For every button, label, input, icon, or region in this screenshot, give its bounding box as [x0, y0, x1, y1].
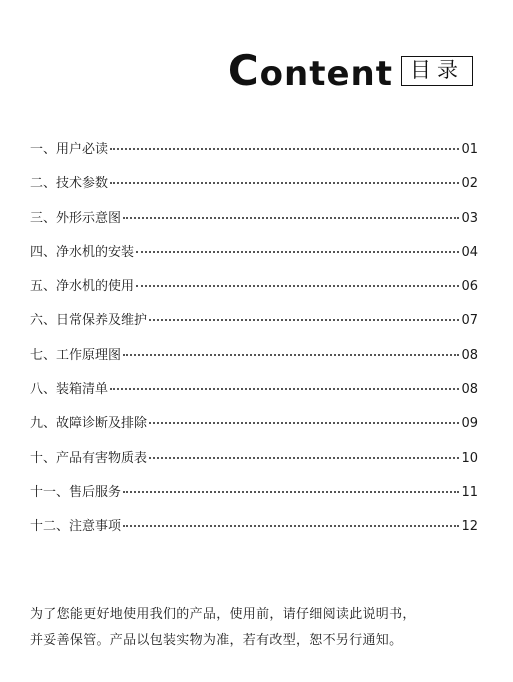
toc-entry[interactable] [30, 275, 478, 309]
contents-title-chinese: 目录 [401, 56, 473, 86]
toc-entry-label: 八、装箱清单 [30, 382, 109, 398]
toc-entry-page: 06 [461, 279, 478, 295]
usage-notice-line: 并妥善保管。产品以包装实物为准，若有改型，恕不另行通知。 [30, 633, 403, 648]
toc-entry[interactable] [30, 207, 478, 241]
toc-entry[interactable] [30, 447, 478, 481]
toc-entry[interactable] [30, 344, 478, 378]
toc-entry-page: 07 [461, 313, 478, 329]
toc-entry[interactable] [30, 378, 478, 412]
toc-dot-leader [149, 319, 459, 321]
toc-dot-leader [123, 354, 459, 356]
toc-entry-label: 十、产品有害物质表 [30, 450, 148, 466]
contents-title-latin [227, 46, 393, 95]
toc-dot-leader [136, 285, 459, 287]
toc-entry-page: 08 [461, 382, 478, 398]
toc-entry-label: 六、日常保养及维护 [30, 313, 148, 329]
toc-dot-leader [110, 148, 459, 150]
toc-entry[interactable] [30, 412, 478, 446]
toc-entry-page: 01 [461, 142, 478, 157]
toc-entry[interactable] [30, 241, 478, 275]
toc-entry[interactable] [30, 515, 478, 549]
toc-dot-leader [110, 388, 459, 390]
toc-dot-leader [123, 217, 459, 219]
toc-entry-page: 03 [461, 210, 478, 226]
toc-dot-leader [136, 251, 459, 253]
toc-entry[interactable] [30, 138, 478, 172]
toc-entry-page: 11 [461, 484, 478, 500]
toc-entry[interactable] [30, 172, 478, 206]
toc-entry-page: 04 [461, 244, 478, 260]
toc-entry-page: 08 [461, 347, 478, 363]
toc-entry-label: 四、净水机的安装 [30, 244, 135, 260]
toc-entry-page: 12 [461, 519, 478, 535]
toc-entry-label: 九、故障诊断及排除 [30, 416, 148, 432]
toc-entry-label: 三、外形示意图 [30, 210, 122, 226]
toc-dot-leader [149, 457, 459, 459]
contents-title-rest: ontent [259, 54, 393, 94]
contents-title-initial: C [227, 46, 260, 95]
toc-entry-label: 十一、售后服务 [30, 484, 122, 500]
toc-dot-leader [110, 182, 459, 184]
toc-dot-leader [149, 422, 459, 424]
toc-entry-label: 一、用户必读 [30, 142, 109, 157]
toc-entry-page: 09 [461, 416, 478, 432]
toc-entry-page: 10 [461, 450, 478, 466]
toc-entry-label: 二、技术参数 [30, 176, 109, 192]
toc-entry-label: 七、工作原理图 [30, 347, 122, 363]
toc-dot-leader [123, 491, 459, 493]
contents-header [227, 46, 473, 95]
toc-entry[interactable] [30, 481, 478, 515]
toc-entry-label: 十二、注意事项 [30, 519, 122, 535]
table-of-contents [30, 138, 478, 550]
toc-dot-leader [123, 525, 459, 527]
toc-entry[interactable] [30, 309, 478, 343]
usage-notice [30, 602, 485, 654]
toc-entry-label: 五、净水机的使用 [30, 279, 135, 295]
usage-notice-line: 为了您能更好地使用我们的产品，使用前，请仔细阅读此说明书， [30, 607, 416, 622]
toc-entry-page: 02 [461, 176, 478, 192]
